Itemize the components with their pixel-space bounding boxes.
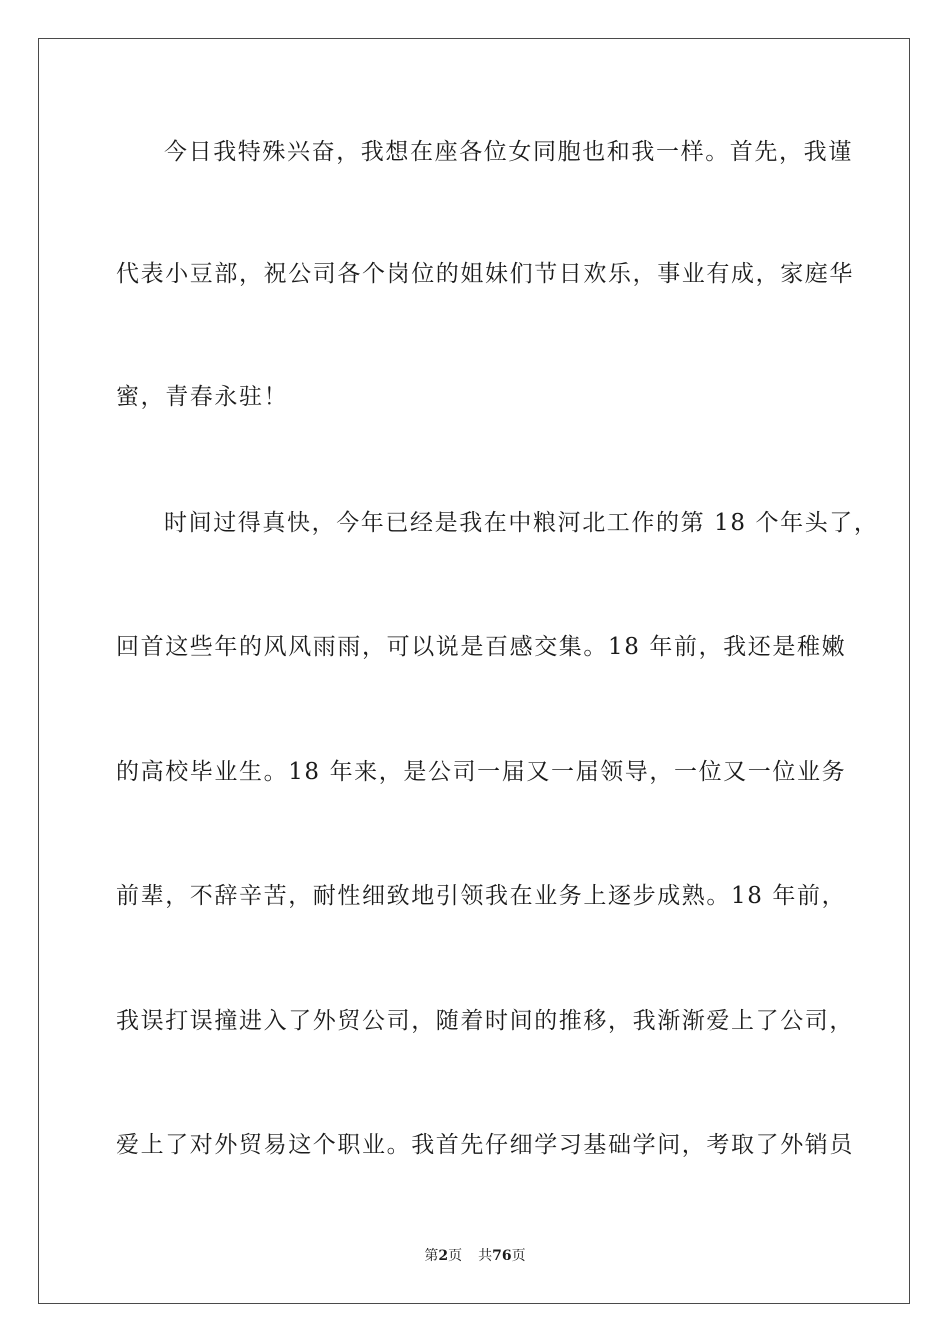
paragraph-1-line-3: 蜜，青春永驻！ <box>116 384 289 410</box>
page-number: 2 <box>438 1248 449 1264</box>
paragraph-2-line-2: 回首这些年的风风雨雨，可以说是百感交集。18 年前，我还是稚嫩 <box>116 634 847 660</box>
paragraph-2-line-4: 前辈，不辞辛苦，耐性细致地引领我在业务上逐步成熟。18 年前， <box>116 883 847 909</box>
paragraph-2-line-6: 爱上了对外贸易这个职业。我首先仔细学习基础学问，考取了外销员 <box>116 1132 854 1158</box>
page-suffix: 页 <box>448 1248 463 1264</box>
page-prefix: 第 <box>424 1248 439 1264</box>
paragraph-1-line-2: 代表小豆部，祝公司各个岗位的姐妹们节日欢乐，事业有成，家庭华 <box>116 261 854 287</box>
page-border <box>38 38 910 1304</box>
paragraph-2-line-1: 时间过得真快，今年已经是我在中粮河北工作的第 18 个年头了， <box>164 510 879 536</box>
paragraph-2-line-5: 我误打误撞进入了外贸公司，随着时间的推移，我渐渐爱上了公司， <box>116 1008 854 1034</box>
page-footer <box>0 1247 950 1265</box>
paragraph-2-line-3: 的高校毕业生。18 年来，是公司一届又一届领导，一位又一位业务 <box>116 759 847 785</box>
total-pages: 76 <box>492 1248 512 1264</box>
total-prefix: 共 <box>478 1248 493 1264</box>
paragraph-1-line-1: 今日我特殊兴奋，我想在座各位女同胞也和我一样。首先，我谨 <box>164 139 853 165</box>
total-suffix: 页 <box>511 1248 526 1264</box>
